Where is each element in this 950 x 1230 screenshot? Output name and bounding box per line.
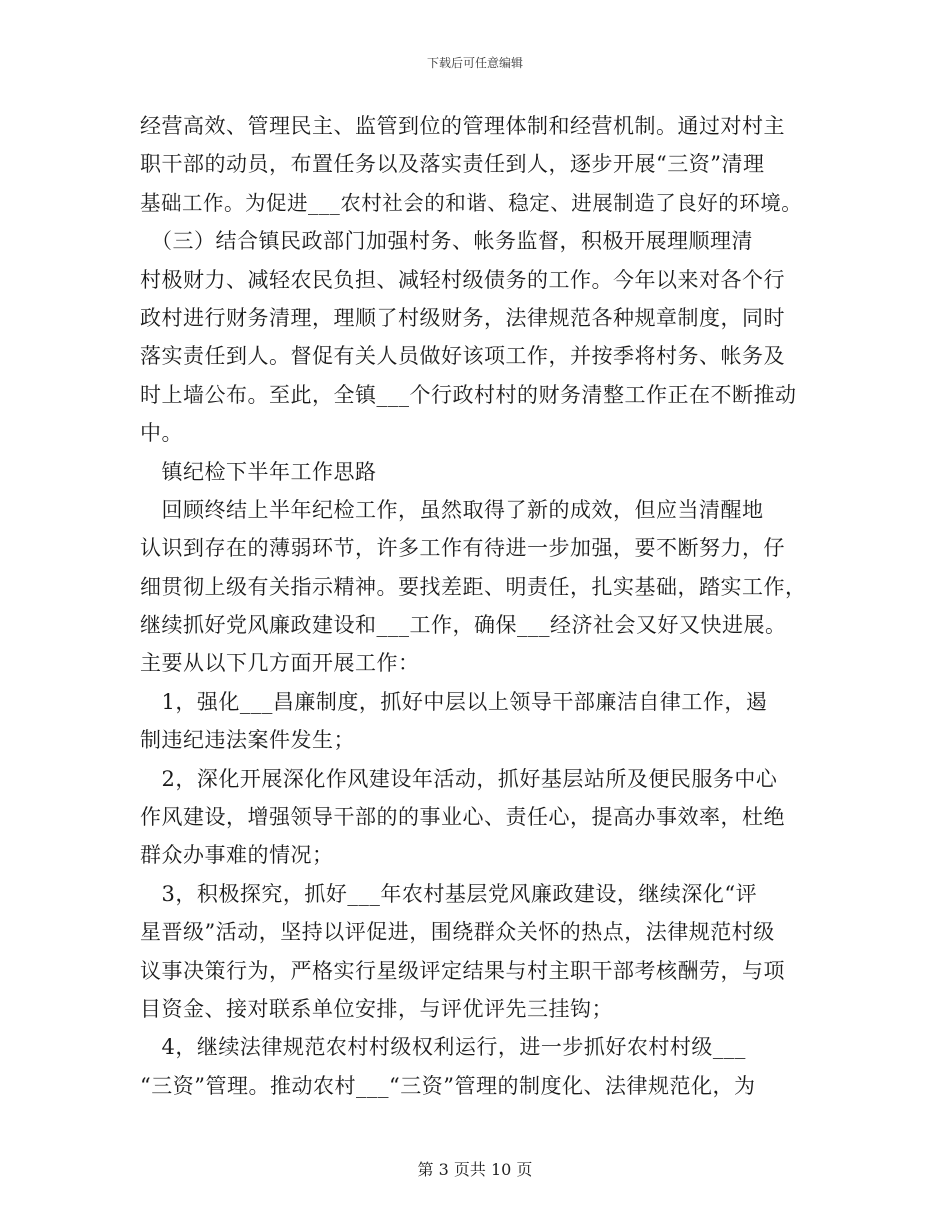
text-line: 群众办事难的情况； — [140, 843, 334, 868]
text-line: 制违纪违法案件发生； — [140, 728, 355, 753]
text-line: 议事决策行为，严格实行星级评定结果与村主职干部考核酬劳，与项 — [140, 958, 785, 983]
page-header: 下载后可任意编辑 — [426, 56, 523, 70]
text-line: 细贯彻上级有关指示精神。要找差距、明责任，扎实基础，踏实工作， — [140, 574, 807, 599]
list-item-1: 1，强化___昌廉制度，抓好中层以上领导干部廉洁自律工作，遏 — [140, 689, 768, 714]
list-item-3: 3，积极探究，抓好___年农村基层党风廉政建设，继续深化“评 — [140, 881, 758, 906]
section-heading: 镇纪检下半年工作思路 — [140, 459, 377, 484]
list-item-4: 4，继续法律规范农村村级权利运行，进一步抓好农村村级___ — [140, 1035, 746, 1060]
text-line: 作风建设，增强领导干部的的事业心、责任心，提高办事效率，杜绝 — [140, 805, 785, 830]
text-line: 时上墙公布。至此，全镇___个行政村村的财务清整工作正在不断推动 — [140, 382, 797, 407]
text-line: 认识到存在的薄弱环节，许多工作有待进一步加强，要不断努力，仔 — [140, 536, 785, 561]
text-line: 经营高效、管理民主、监管到位的管理体制和经营机制。通过对村主 — [140, 114, 785, 138]
text-line: 中。 — [140, 421, 183, 446]
text-line: 政村进行财务清理，理顺了村级财务，法律规范各种规章制度，同时 — [140, 305, 785, 330]
document-body — [140, 107, 812, 1105]
text-line: 职干部的动员，布置任务以及落实责任到人，逐步开展“三资”清理 — [140, 152, 765, 177]
text-line: 村极财力、减轻农民负担、减轻村级债务的工作。今年以来对各个行 — [140, 267, 785, 292]
text-line: “三资”管理。推动农村___“三资”管理的制度化、法律规范化，为 — [140, 1073, 756, 1098]
text-line: 基础工作。为促进___农村社会的和谐、稳定、进展制造了良好的环境。 — [140, 190, 803, 215]
list-item-2: 2，深化开展深化作风建设年活动，抓好基层站所及便民服务中心 — [140, 766, 778, 791]
text-line: （三）结合镇民政部门加强村务、帐务监督，积极开展理顺理清 — [140, 229, 753, 254]
text-line: 回顾终结上半年纪检工作，虽然取得了新的成效，但应当清醒地 — [140, 497, 764, 522]
text-line: 继续抓好党风廉政建设和___工作，确保___经济社会又好又快进展。 — [140, 613, 787, 638]
text-line: 落实责任到人。督促有关人员做好该项工作，并按季将村务、帐务及 — [140, 344, 785, 369]
text-line: 星晋级”活动，坚持以评促进，围绕群众关怀的热点，法律规范村级 — [140, 920, 775, 945]
text-line: 目资金、接对联系单位安排，与评优评先三挂钩； — [140, 996, 613, 1021]
page-number: 第 3 页共 10 页 — [417, 1160, 533, 1179]
text-line: 主要从以下几方面开展工作： — [140, 651, 420, 676]
